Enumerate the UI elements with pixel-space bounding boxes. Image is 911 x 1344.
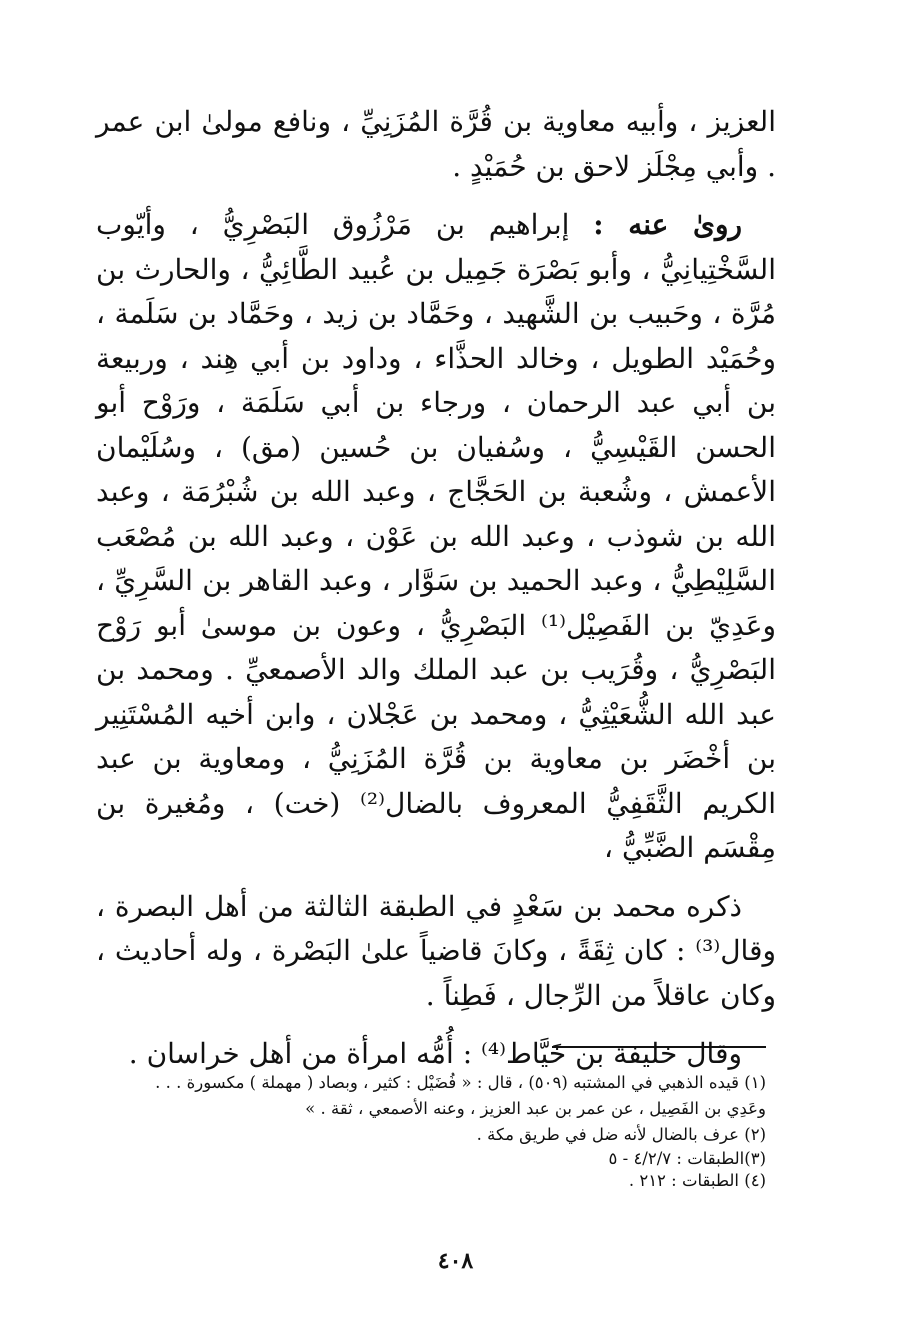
footnote-1-continuation: وعَدِي بن الفَصِيل ، عن عمر بن عبد العزيز ، وعنه الأصمعي ، ثقة . » bbox=[305, 1099, 766, 1118]
paragraph-1: العزيز ، وأبيه معاوية بن قُرَّة المُزَنِيِّ ، ونافع مولىٰ ابن عمر . وأبي مِجْلَز لاحق بن حُمَيْدٍ . bbox=[96, 105, 776, 183]
main-text bbox=[96, 100, 776, 1077]
page-number: ٤٠٨ bbox=[437, 1248, 474, 1274]
footnote-2: (٢) عرف بالضال لأنه ضل في طريق مكة . bbox=[476, 1125, 766, 1144]
paragraph-3: ذكره محمد بن سَعْدٍ في الطبقة الثالثة من أهل البصرة ، وقال⁽³⁾ : كان ثِقَةً ، وكانَ قاضياً علىٰ البَصْرة ، وله أحاديث ، وكان عاقلاً من الرِّجال ، فَطِناً . bbox=[96, 889, 776, 1012]
footnote-3: (٣)الطبقات : ٤/٢/٧ - ٥ bbox=[608, 1149, 766, 1168]
footnote-4: (٤) الطبقات : ٢١٢ . bbox=[628, 1171, 766, 1190]
narrators-list: إبراهيم بن مَرْزُوق البَصْرِيُّ ، وأيّوب السَّخْتِيانِيُّ ، وأبو بَصْرَة جَمِيل بن عُبيد الطَّائِيُّ ، والحارث بن مُرَّة ، وحَبيب بن الشَّهيد ، وحَمَّاد بن زيد ، وحَمَّاد بن سَلَمة ، وحُمَيْد الطويل ، وخالد الحذَّاء ، وداود بن أبي هِند ، وربيعة بن أبي عبد الرحمان ، ورجاء بن أبي سَلَمَة ، ورَوْح أبو الحسن القَيْسِيُّ ، وسُفيان بن حُسين (مق) ، وسُلَيْمان الأعمش ، وشُعبة بن الحَجَّاج ، وعبد الله بن شُبْرُمَة ، وعبد الله بن شوذب ، وعبد الله بن عَوْن ، وعبد الله بن مُصْعَب السَّلِيْطِيُّ ، وعبد الحميد بن سَوَّار ، وعبد القاهر بن السَّرِيِّ ، وعَدِيّ بن الفَصِيْل⁽¹⁾ البَصْرِيُّ ، وعون بن موسىٰ أبو رَوْح البَصْرِيُّ ، وقُرَيب بن عبد الملك والد الأصمعيِّ . ومحمد بن عبد الله الشُّعَيْثِيُّ ، ومحمد بن عَجْلان ، وابن أخيه المُسْتَنِير بن أخْضَر بن معاوية بن قُرَّة المُزَنِيُّ ، ومعاوية بن عبد الكريم الثَّقَفِيُّ المعروف بالضال⁽²⁾ (خت) ، ومُغيرة بن مِقْسَم الضَّبِّيُّ ، bbox=[96, 208, 776, 864]
footnote-separator bbox=[552, 1046, 766, 1048]
narrators-lead: روىٰ عنه : bbox=[593, 208, 742, 241]
footnotes bbox=[96, 1070, 766, 1192]
paragraph-4: وقال خليفة بن خَيَّاط⁽⁴⁾ : أُمُّه امرأة من أهل خراسان . bbox=[128, 1037, 742, 1070]
paragraph-2 bbox=[96, 203, 776, 871]
footnote-1: (١) قيده الذهبي في المشتبه (٥٠٩) ، قال : « فُضَيْل : كثير ، وبصاد ( مهملة ) مكسورة . . . bbox=[155, 1073, 766, 1092]
